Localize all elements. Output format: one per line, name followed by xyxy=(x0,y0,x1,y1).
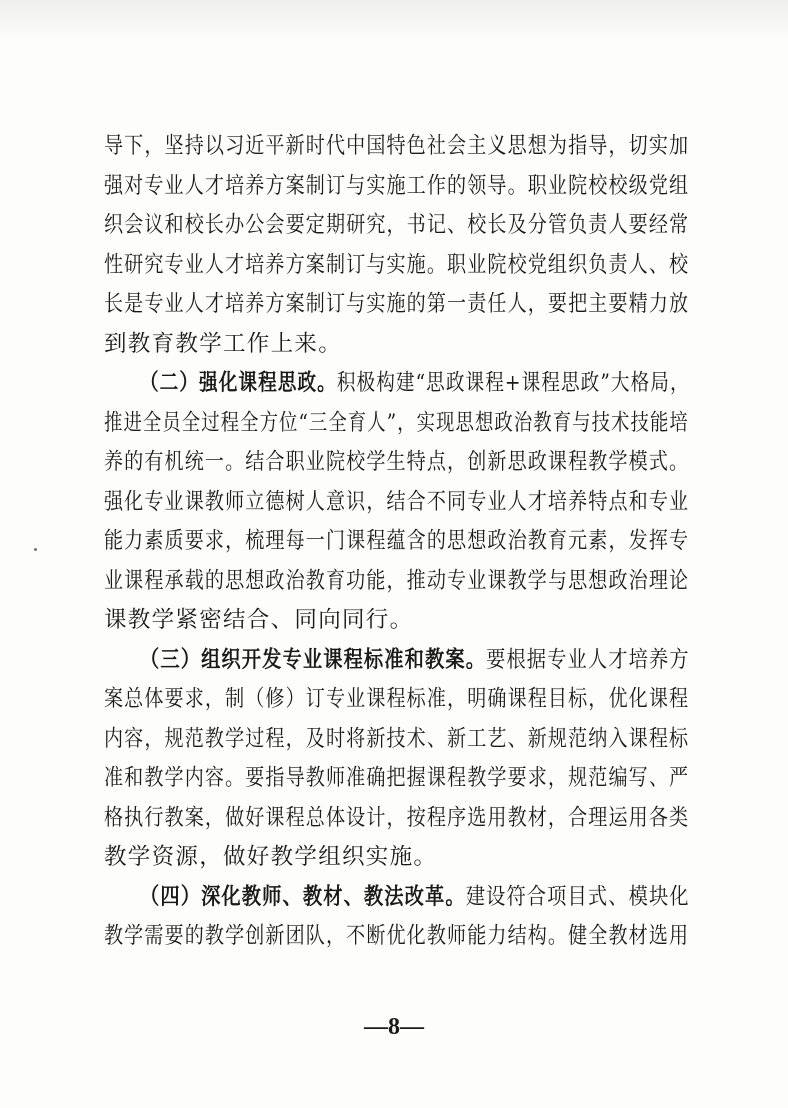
text-line xyxy=(104,487,690,517)
text-line xyxy=(104,724,690,754)
paragraph-text: 强对专业人才培养方案制订与实施工作的领导。职业院校校级党组 xyxy=(104,172,690,199)
text-line xyxy=(140,645,690,675)
paragraph-text: 建设符合项目式、模块化 xyxy=(465,883,690,910)
paragraph-text: 积极构建“思政课程+课程思政”大格局， xyxy=(336,370,690,396)
paragraph-text: 内容，规范教学过程，及时将新技术、新工艺、新规范纳入课程标 xyxy=(104,725,690,752)
text-line xyxy=(104,131,690,161)
paragraph-text: 养的有机统一。结合职业院校学生特点，创新思政课程教学模式。 xyxy=(104,449,690,475)
page-number: —8— xyxy=(364,1014,424,1040)
paragraph-text: 教学资源，做好教学组织实施。 xyxy=(104,844,438,870)
paragraph-text: 准和教学内容。要指导教师准确把握课程教学要求，规范编写、严 xyxy=(104,765,690,791)
text-line xyxy=(104,329,689,359)
paragraph-text: 导下，坚持以习近平新时代中国特色社会主义思想为指导，切实加 xyxy=(104,133,690,159)
paragraph-text: 能力素质要求，梳理每一门课程蕴含的思想政治教育元素，发挥专 xyxy=(104,528,690,554)
paragraph-text: 推进全员全过程全方位“三全育人”，实现思想政治教育与技术技能培 xyxy=(104,409,689,436)
paragraph-text: 性研究专业人才培养方案制订与实施。职业院校党组织负责人、校 xyxy=(104,251,690,278)
text-line xyxy=(140,368,690,398)
section-heading: （三）组织开发专业课程标准和教案。 xyxy=(140,646,487,673)
text-line xyxy=(104,171,690,201)
text-line xyxy=(140,882,690,912)
paragraph-text: 业课程承载的思想政治教育功能，推动专业课教学与思想政治理论 xyxy=(104,567,690,594)
text-line xyxy=(104,803,690,833)
text-line xyxy=(104,921,690,951)
paragraph-text: 织会议和校长办公会要定期研究，书记、校长及分管负责人要经常 xyxy=(104,212,690,238)
section-heading: （四）深化教师、教材、教法改革。 xyxy=(140,883,466,910)
paragraph-text: 教学需要的教学创新团队，不断优化教师能力结构。健全教材选用 xyxy=(104,923,690,949)
text-line xyxy=(104,684,690,714)
paragraph-text: 案总体要求，制（修）订专业课程标准，明确课程目标，优化课程 xyxy=(104,686,690,712)
paragraph-text: 长是专业人才培养方案制订与实施的第一责任人，要把主要精力放 xyxy=(104,291,690,317)
text-line xyxy=(104,763,690,793)
paragraph-text: 到教育教学工作上来。 xyxy=(104,330,343,357)
paragraph-text: 格执行教案，做好课程总体设计，按程序选用教材，合理运用各类 xyxy=(104,804,690,831)
text-line xyxy=(104,210,690,240)
text-line xyxy=(104,289,690,319)
paragraph-text: 要根据专业人才培养方 xyxy=(486,646,690,673)
text-line xyxy=(104,447,690,477)
scan-dot xyxy=(34,548,37,551)
scan-shadow xyxy=(0,0,788,40)
text-line xyxy=(104,250,690,280)
text-line xyxy=(104,842,689,872)
section-heading: （二）强化课程思政。 xyxy=(140,370,337,396)
paragraph-text: 强化专业课教师立德树人意识，结合不同专业人才培养特点和专业 xyxy=(104,488,690,515)
paragraph-text: 课教学紧密结合、同向同行。 xyxy=(104,607,414,633)
text-line xyxy=(104,566,690,596)
text-line xyxy=(104,526,690,556)
text-line xyxy=(104,605,689,635)
text-line xyxy=(104,408,689,438)
